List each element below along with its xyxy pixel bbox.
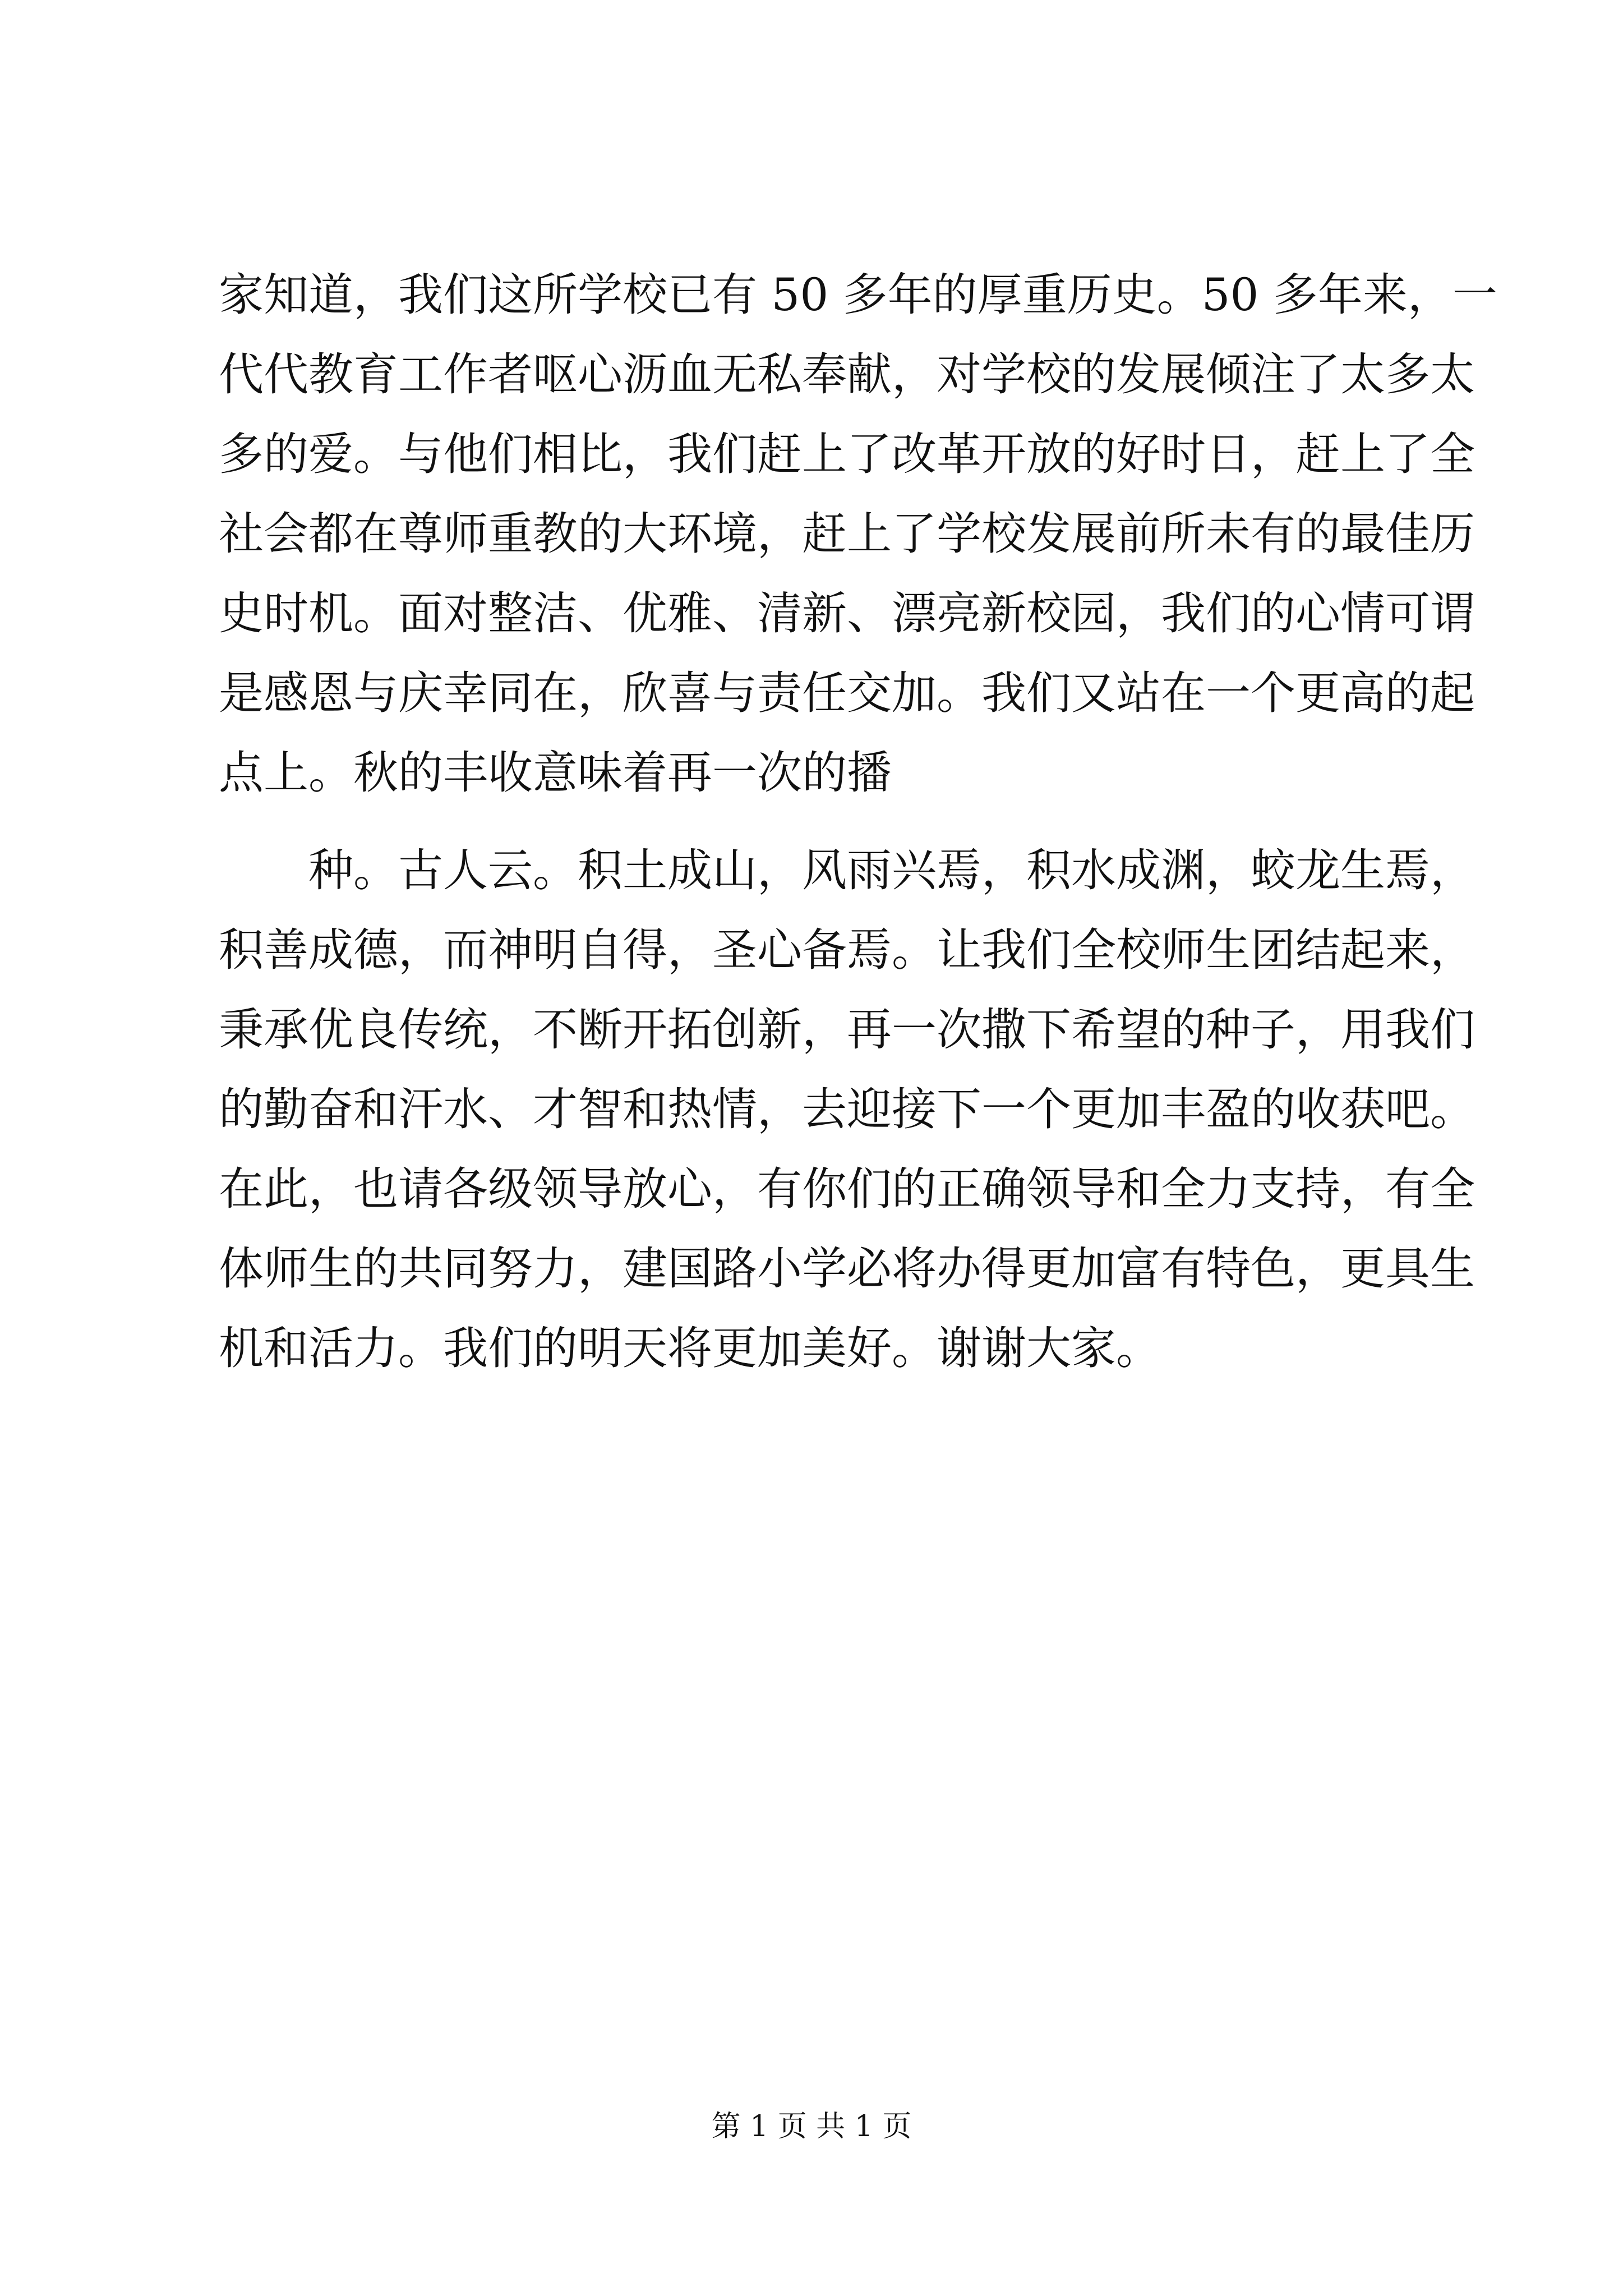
page-number-label: 第 1 页 共 1 页 xyxy=(711,2110,912,2143)
paragraph-1 xyxy=(219,255,1497,813)
text-line: 种。古人云。积土成山，风雨兴焉，积水成渊，蛟龙生焉， xyxy=(308,844,1475,896)
text-line: 机和活力。我们的明天将更加美好。谢谢大家。 xyxy=(219,1322,1161,1374)
text-line: 社会都在尊师重教的大环境，赶上了学校发展前所未有的最佳历 xyxy=(219,508,1475,560)
paragraph-2 xyxy=(219,831,1475,1388)
page-footer xyxy=(0,2102,1623,2145)
text-line: 在此，也请各级领导放心，有你们的正确领导和全力支持，有全 xyxy=(219,1163,1475,1215)
text-line: 体师生的共同努力，建国路小学必将办得更加富有特色，更具生 xyxy=(219,1243,1475,1295)
text-line: 代代教育工作者呕心沥血无私奉献，对学校的发展倾注了太多太 xyxy=(219,348,1475,401)
text-line: 多的爱。与他们相比，我们赶上了改革开放的好时日，赶上了全 xyxy=(219,428,1475,480)
text-line: 的勤奋和汗水、才智和热情，去迎接下一个更加丰盈的收获吧。 xyxy=(219,1083,1475,1135)
text-line: 是感恩与庆幸同在，欣喜与责任交加。我们又站在一个更高的起 xyxy=(219,667,1475,719)
text-line: 家知道，我们这所学校已有 50 多年的厚重历史。50 多年来，一 xyxy=(219,269,1497,321)
paragraph-spacer xyxy=(219,813,1424,831)
text-line: 秉承优良传统，不断开拓创新，再一次撒下希望的种子，用我们 xyxy=(219,1004,1475,1056)
text-line: 积善成德，而神明自得，圣心备焉。让我们全校师生团结起来， xyxy=(219,924,1475,976)
text-line: 点上。秋的丰收意味着再一次的播 xyxy=(219,747,892,799)
text-line: 史时机。面对整洁、优雅、清新、漂亮新校园，我们的心情可谓 xyxy=(219,587,1475,639)
body-text xyxy=(219,255,1497,1388)
